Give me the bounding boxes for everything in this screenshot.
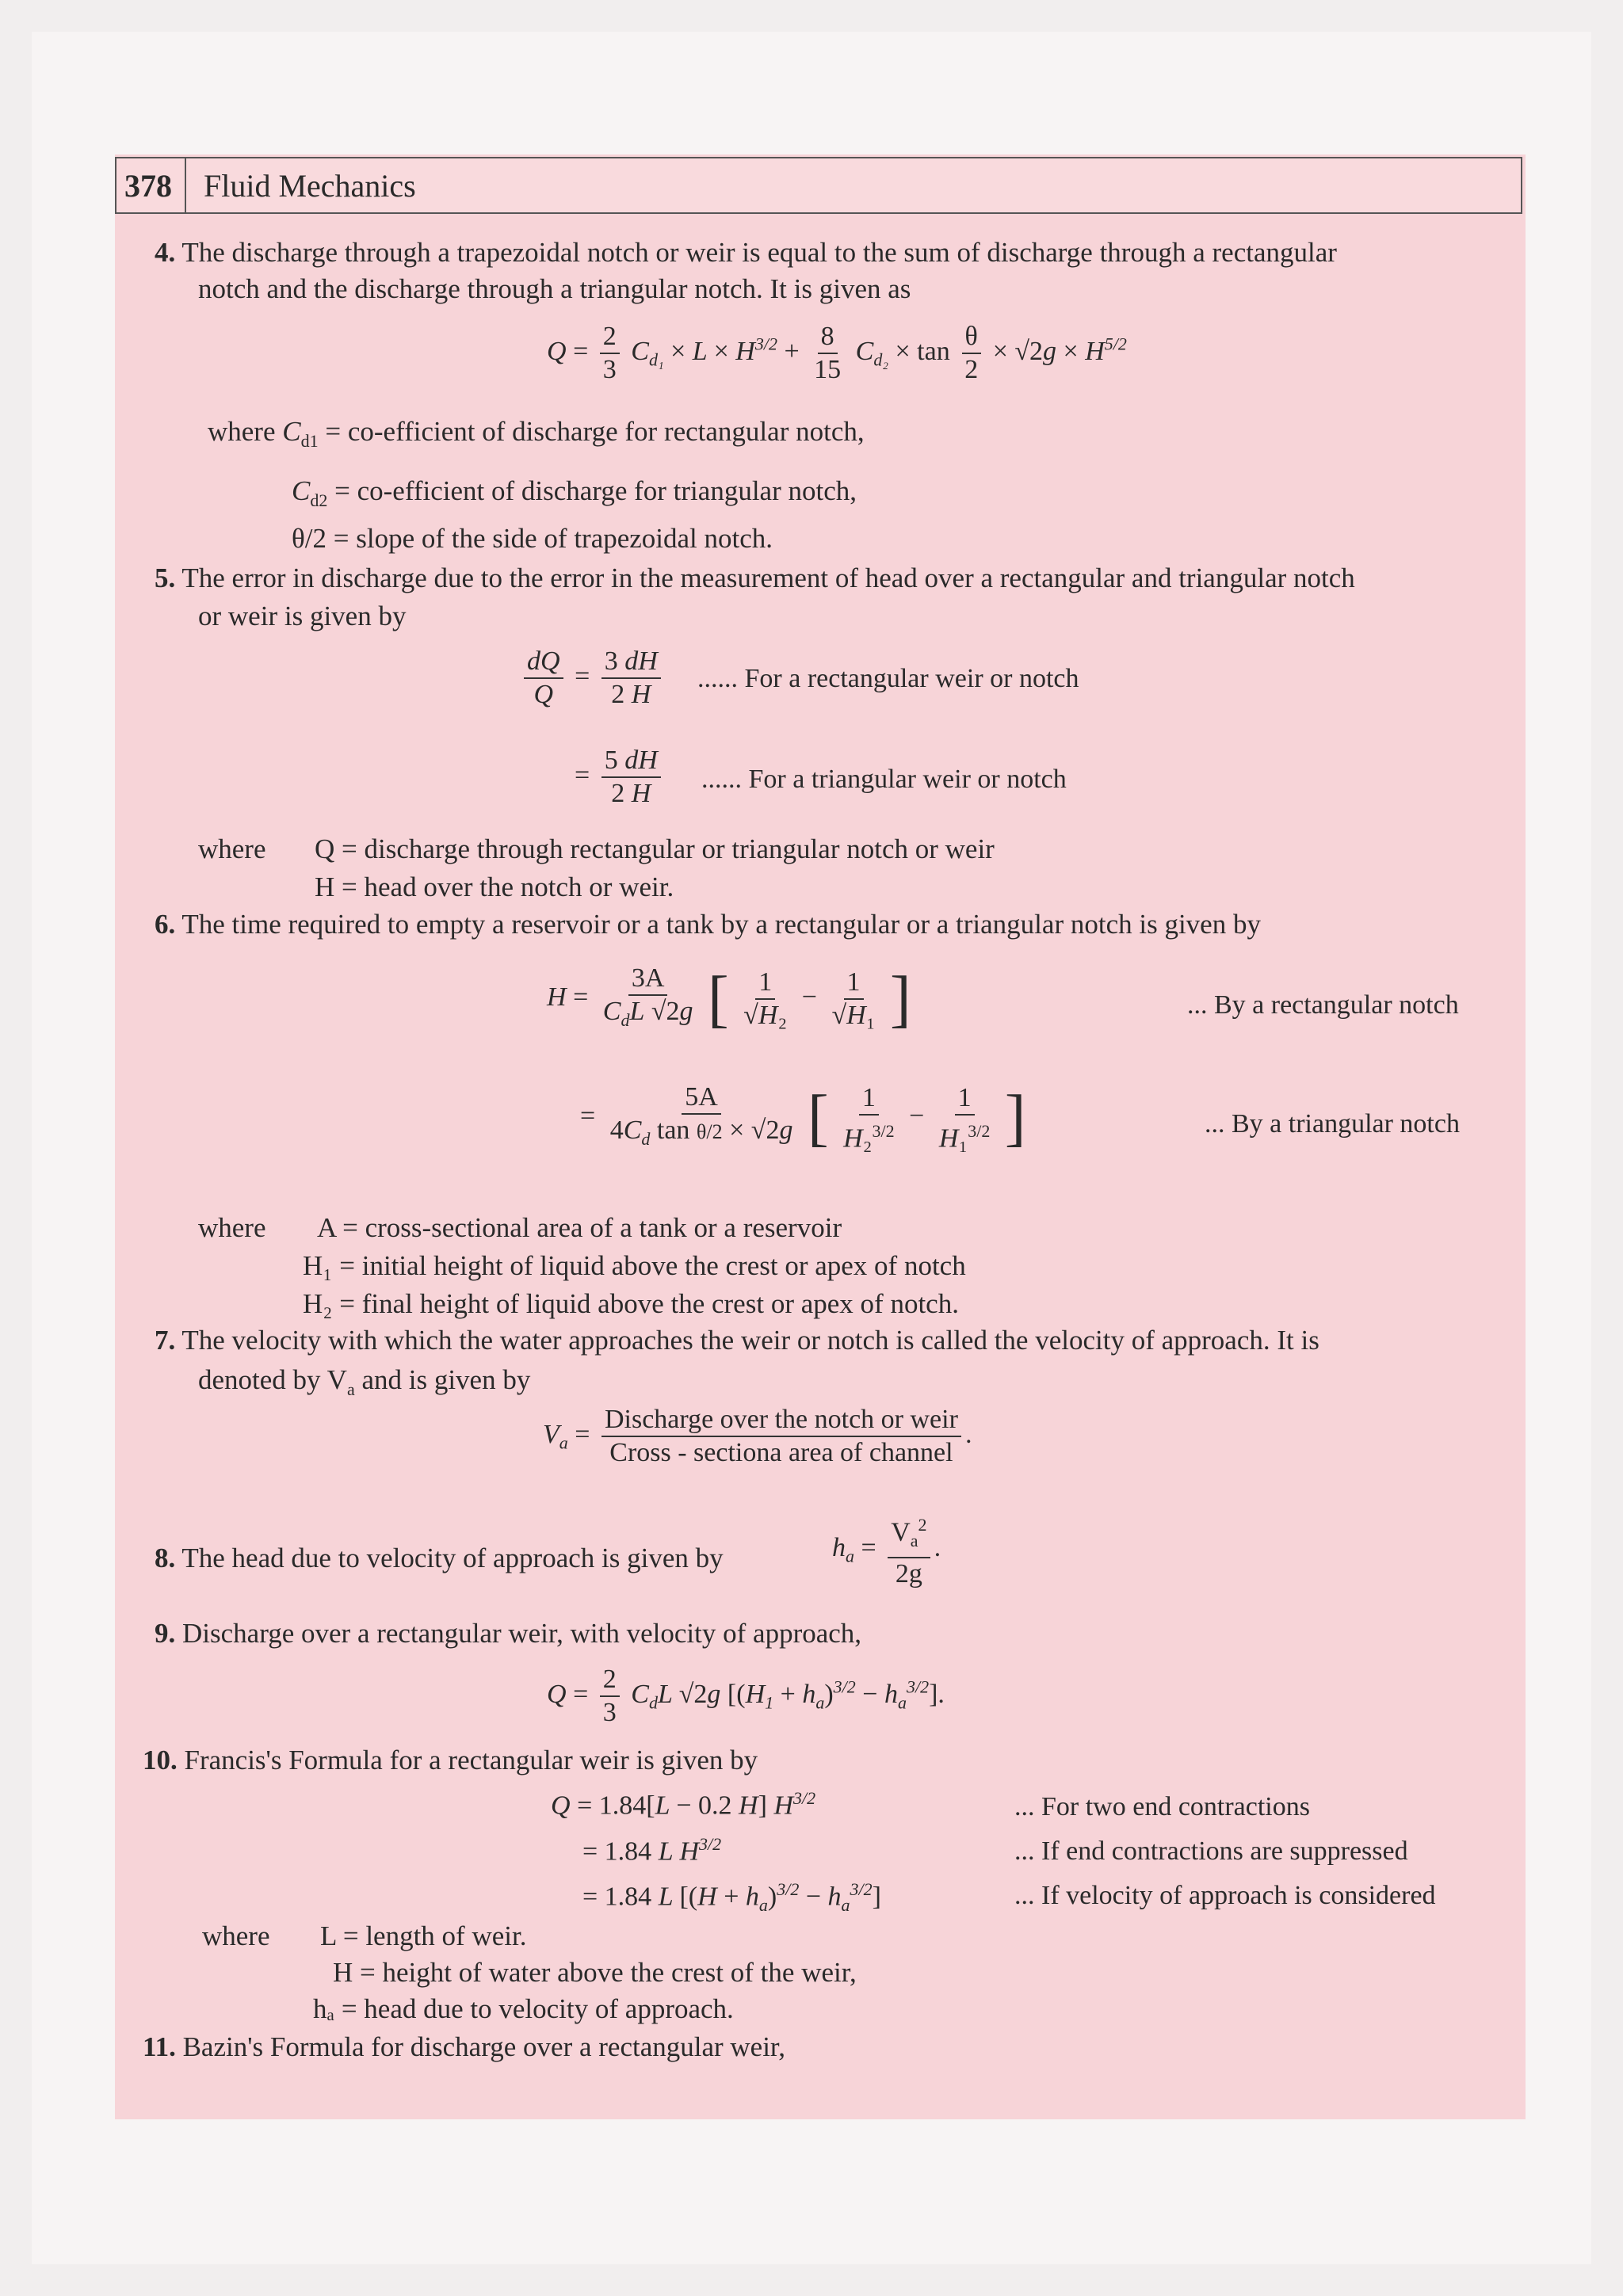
where-10-lead: where [202, 1920, 270, 1951]
note-5-rect: ...... For a rectangular weir or notch [697, 664, 1079, 693]
where-6-row-1: A = cross-sectional area of a tank or a reservoir [317, 1212, 842, 1243]
where-6-lead: where [198, 1212, 266, 1243]
equation-weir-approach: Q = $\frac{2}{3}$ $C_dL$ √2g $[(H_1 + h_a)^{3/2} - h_a^{3/2}]$. [547, 1665, 945, 1727]
note-10-b: ... If end contractions are suppressed [1014, 1836, 1408, 1866]
equation-francis-3: = 1.84 L $[(H + h_a)^{3/2} - h_a^{3/2}]$ [582, 1879, 881, 1916]
where-5-row-2: H = head over the notch or weir. [315, 871, 674, 902]
where-4-row-1: where $C_{d1}$ = co-efficient of discharge for rectangular notch, [208, 416, 865, 451]
where-6-row-2: H₁ = initial height of liquid above the crest or apex of notch [303, 1250, 966, 1281]
where-4-row-2: $C_{d2}$ = co-efficient of discharge for triangular notch, [292, 475, 857, 510]
running-title: Fluid Mechanics [204, 167, 416, 204]
note-10-a: ... For two end contractions [1014, 1792, 1310, 1821]
item-4-line-1: 4. The discharge through a trapezoidal notch or weir is equal to the sum of discharge through a rectangular [155, 237, 1337, 268]
item-7-line-2: denoted by $V_a$ and is given by [198, 1364, 531, 1399]
equation-error-rect: $\frac{dQ}{Q}$ = $\frac{3 dH}{2 H}$ [519, 646, 666, 711]
equation-error-tri: = $\frac{5 dH}{2 H}$ [575, 745, 666, 810]
item-5-line-2: or weir is given by [198, 601, 407, 631]
equation-time-rect: H = $\frac{3A}{C_dL √2g}$ [ $\frac{1}{\text{√H₂}}$ − $\frac{1}{\text{√H₁}}$ ] [547, 963, 911, 1034]
item-10-line-1: 10. Francis's Formula for a rectangular weir is given by [143, 1745, 758, 1775]
note-10-c: ... If velocity of approach is considered [1014, 1881, 1436, 1910]
item-5-line-1: 5. The error in discharge due to the error in the measurement of head over a rectangular and triangular notch [155, 563, 1355, 593]
equation-francis-1: Q = 1.84[L − 0.2 H] $H^{3/2}$ [551, 1788, 816, 1821]
where-4-row-3: θ/2 = slope of the side of trapezoidal notch. [292, 523, 773, 554]
item-8-line-1: 8. The head due to velocity of approach is given by [155, 1543, 724, 1573]
where-10-row-2: H = height of water above the crest of the weir, [333, 1957, 857, 1988]
page-header [115, 157, 1522, 214]
equation-head-approach: $h_a$ = $\frac{V_a^2}{2g}$ . [832, 1509, 941, 1590]
equation-francis-2: = 1.84 L $H^{3/2}$ [582, 1834, 722, 1867]
where-5-row-1: Q = discharge through rectangular or triangular notch or weir [315, 833, 995, 864]
where-10-row-1: L = length of weir. [320, 1920, 527, 1951]
item-9-line-1: 9. Discharge over a rectangular weir, with velocity of approach, [155, 1618, 862, 1649]
equation-trapezoidal: Q = $\frac{2}{3}$ $C_{d_1} \times L \times H^{3/2}$ + $\frac{8}{15}$ $C_{d_2} \times \tan$ $\frac{\theta}{2}$ × $√2g \times H^{5/2}$ [547, 322, 1127, 384]
item-7-line-1: 7. The velocity with which the water approaches the weir or notch is called the velocity of approach. It is [155, 1325, 1319, 1356]
where-6-row-3: H₂ = final height of liquid above the crest or apex of notch. [303, 1288, 959, 1319]
note-6-tri: ... By a triangular notch [1205, 1109, 1460, 1138]
note-6-rect: ... By a rectangular notch [1187, 990, 1459, 1020]
equation-velocity-approach: $V_a$ = $\frac{\text{Discharge over the notch or weir}}{\text{Cross - sectiona area of channel}}$ . [543, 1405, 973, 1467]
where-5-lead: where [198, 833, 266, 864]
note-5-tri: ...... For a triangular weir or notch [701, 765, 1067, 794]
item-6-line-1: 6. The time required to empty a reservoir or a tank by a rectangular or a triangular notch is given by [155, 909, 1261, 940]
page-number: 378 [124, 158, 186, 212]
equation-time-tri: = $\frac{5A}{4C_d \tan \theta/2 \times √2g}$ [ $\frac{1}{H_2^{3/2}}$ − $\frac{1}{H_1^{3/2}}$ ] [580, 1082, 1026, 1154]
where-10-row-3: hₐ = head due to velocity of approach. [313, 1993, 734, 2024]
item-4-line-2: notch and the discharge through a triangular notch. It is given as [198, 273, 911, 304]
item-11-line-1: 11. Bazin's Formula for discharge over a rectangular weir, [143, 2031, 785, 2062]
